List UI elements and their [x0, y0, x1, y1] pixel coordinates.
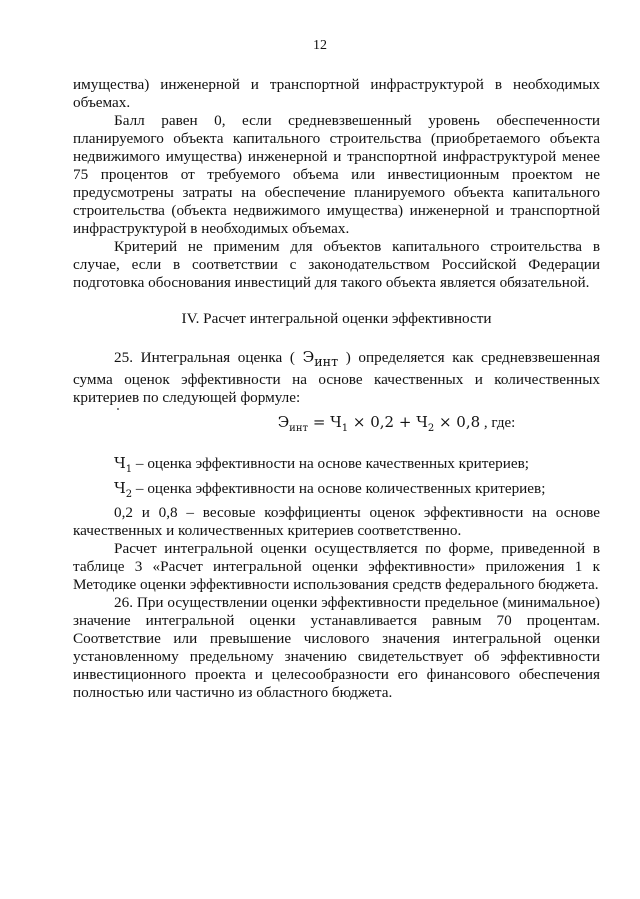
- paragraph-calculation-form: Расчет интегральной оценки осуществляется по форме, приведенной в таблице 3 «Расчет интегральной оценки эффективности» приложения 1 к Методике оценки эффективности использования средств федерального бюджета.: [73, 540, 600, 594]
- scan-speck: [117, 408, 119, 410]
- paragraph-25-lead: 25. Интегральная оценка (: [114, 349, 295, 366]
- document-body: [73, 76, 600, 702]
- paragraph-25: [73, 348, 600, 407]
- paragraph-weights: 0,2 и 0,8 – весовые коэффициенты оценок эффективности на основе качественных и количественных критериев соответственно.: [73, 504, 600, 540]
- section-title: IV. Расчет интегральной оценки эффективности: [181, 310, 492, 327]
- page-number: 12: [313, 38, 327, 53]
- integral-formula: $Э_{инт} = Ч_1 \times 0,2 + Ч_2 \times 0,8$ , где:: [277, 413, 516, 435]
- paragraph-25-rest: ) определяется как средневзвешенная сумма оценок эффективности на основе качественных и количественных критериев по следующей формуле:: [73, 349, 601, 407]
- definition-ch1: $Ч_1$ – оценка эффективности на основе качественных критериев;: [114, 454, 530, 476]
- paragraph-criterion-not-applicable: Критерий не применим для объектов капитального строительства в случае, если в соответствии с законодательством Российской Федерации подготовка обоснования инвестиций для такого объекта является обязательной.: [73, 238, 600, 291]
- paragraph-score-zero: Балл равен 0, если средневзвешенный уровень обеспеченности планируемого объекта капитального строительства (приобретаемого объекта недвижимого имущества) инженерной и транспортной инфраструктурой менее 75 процентов от требуемого объема или инвестиционным проектом не предусмотрены затраты на обеспечение планируемого объекта капитального строительства (объекта недвижимого имущества) инженерной и транспортной инфраструктурой в необходимых объемах.: [73, 112, 600, 237]
- paragraph-continuation: имущества) инженерной и транспортной инфраструктурой в необходимых объемах.: [73, 76, 600, 111]
- paragraph-26: 26. При осуществлении оценки эффективности предельное (минимальное) значение интегральной оценки устанавливается равным 70 процентам. Соответствие или превышение числового значения интегральной оценки установленному предельному значению свидетельствует об эффективности инвестиционного проекта и целесообразности его финансового обеспечения полностью или частично из областного бюджета.: [73, 594, 600, 702]
- integral-symbol: $Э_{инт}$: [302, 348, 339, 370]
- definition-ch2: $Ч_2$ – оценка эффективности на основе количественных критериев;: [114, 479, 546, 501]
